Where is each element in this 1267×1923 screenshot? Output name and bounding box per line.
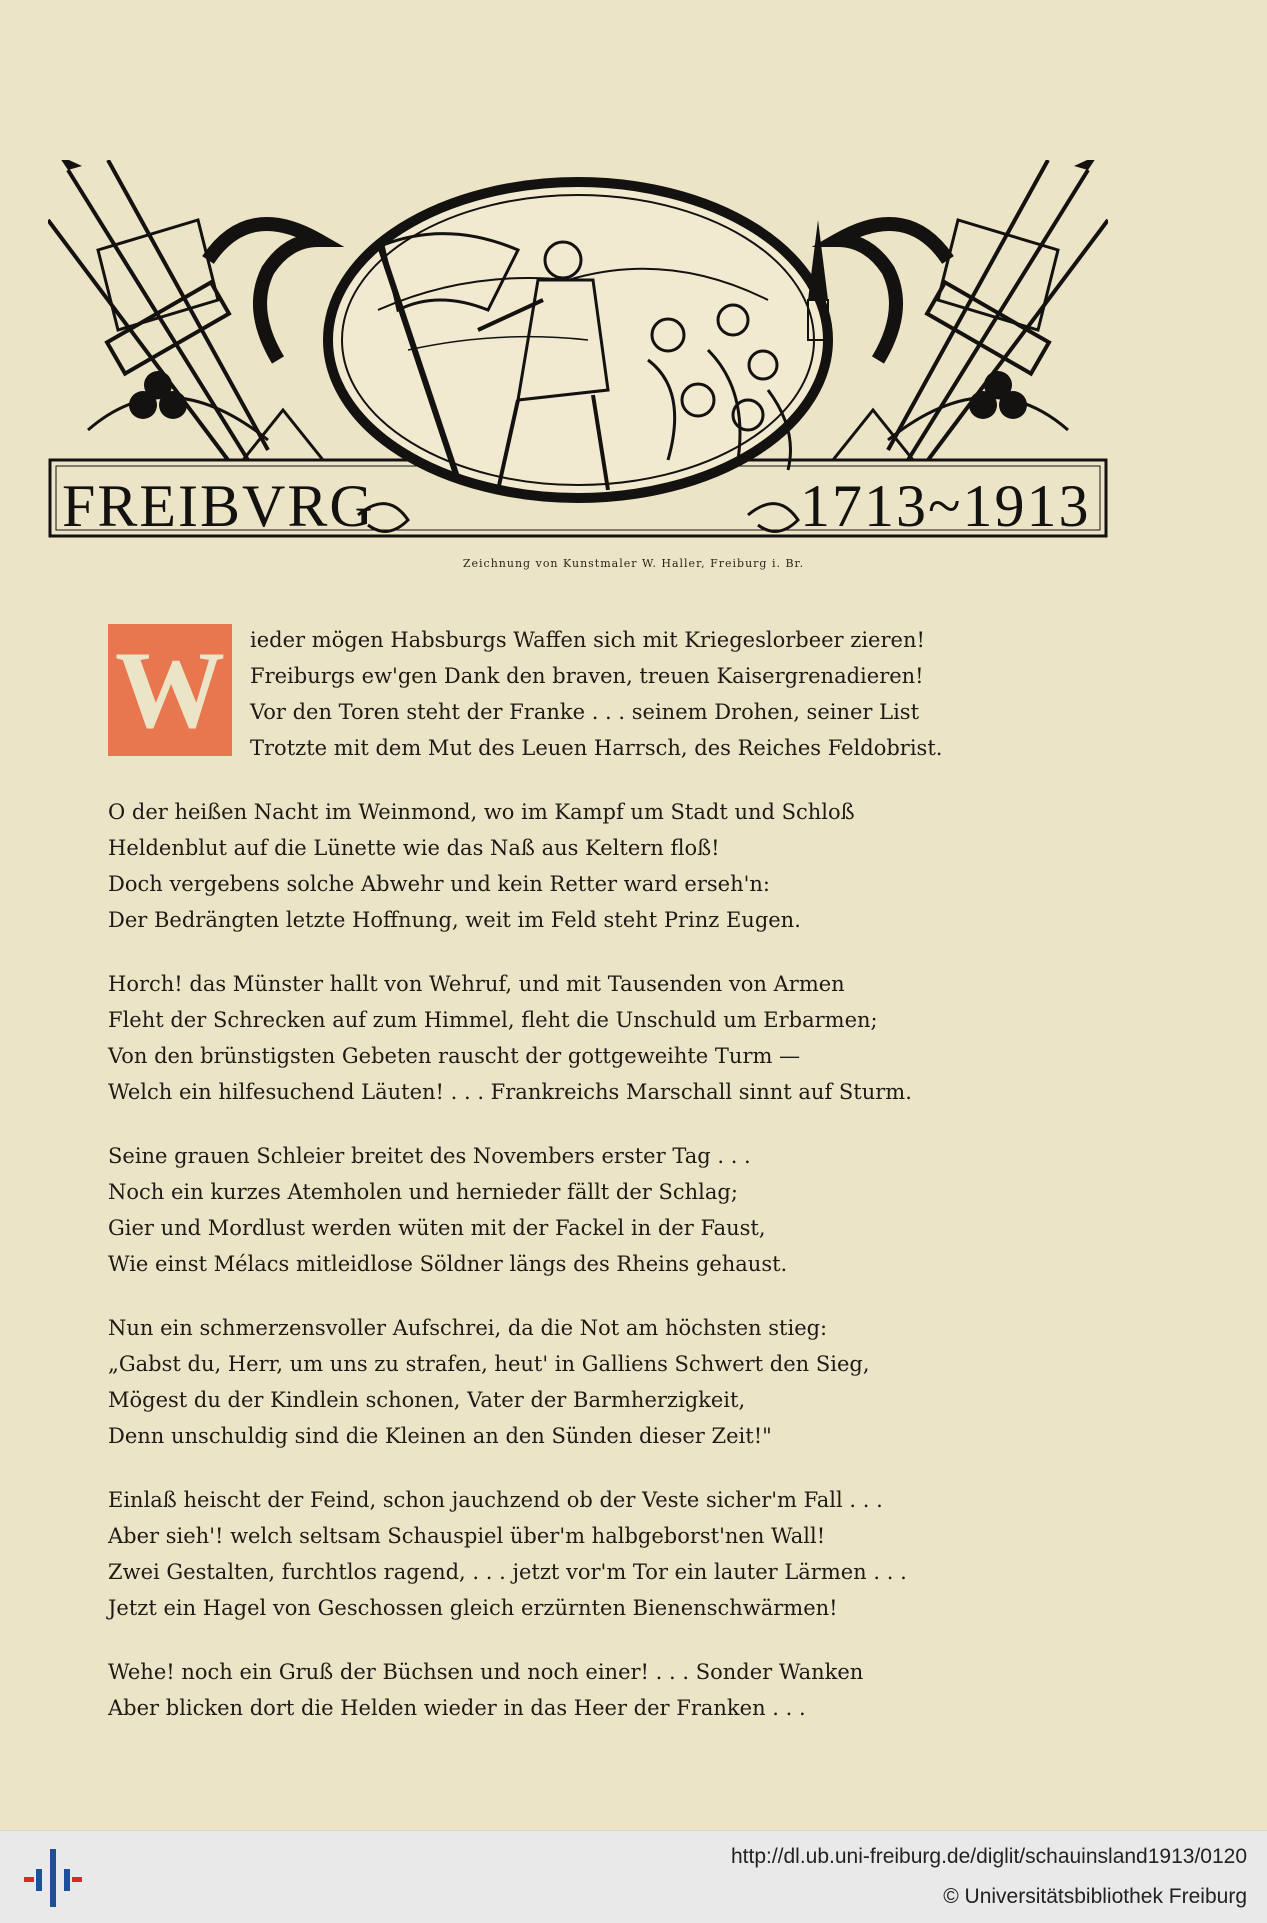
poem-line: „Gabst du, Herr, um uns zu strafen, heut' in Galliens Schwert den Sieg,	[108, 1352, 870, 1376]
poem-line: Denn unschuldig sind die Kleinen an den Sünden dieser Zeit!"	[108, 1424, 772, 1448]
stanza	[108, 794, 1068, 938]
poem-line: Heldenblut auf die Lünette wie das Naß aus Keltern floß!	[108, 836, 720, 860]
permalink-url[interactable]: http://dl.ub.uni-freiburg.de/diglit/schauinsland1913/0120	[730, 1845, 1247, 1868]
poem-line: Zwei Gestalten, furchtlos ragend, . . . jetzt vor'm Tor ein lauter Lärmen . . .	[108, 1560, 907, 1584]
poem-line: Doch vergebens solche Abwehr und kein Retter ward erseh'n:	[108, 872, 770, 896]
poem-line: Aber blicken dort die Helden wieder in das Heer der Franken . . .	[108, 1696, 806, 1720]
poem-line: Der Bedrängten letzte Hoffnung, weit im Feld steht Prinz Eugen.	[108, 908, 801, 932]
copyright-notice: © Universitätsbibliothek Freiburg	[943, 1885, 1247, 1908]
poem-line: Mögest du der Kindlein schonen, Vater der Barmherzigkeit,	[108, 1388, 746, 1412]
stanza	[108, 966, 1068, 1110]
poem-line: Welch ein hilfesuchend Läuten! . . . Frankreichs Marschall sinnt auf Sturm.	[108, 1080, 912, 1104]
stanza	[108, 1482, 1068, 1626]
banner-title: FREIBVRG	[62, 473, 375, 539]
banner-years: 1713~1913	[800, 473, 1091, 539]
stanza	[108, 1654, 1068, 1726]
poem-line: Wehe! noch ein Gruß der Büchsen und noch einer! . . . Sonder Wanken	[108, 1660, 864, 1684]
poem-line: Noch ein kurzes Atemholen und hernieder fällt der Schlag;	[108, 1180, 738, 1204]
stanza	[108, 1310, 1068, 1454]
poem-line: O der heißen Nacht im Weinmond, wo im Kampf um Stadt und Schloß	[108, 800, 855, 824]
poem-line: Wie einst Mélacs mitleidlose Söldner längs des Rheins gehaust.	[108, 1252, 788, 1276]
poem-line: Horch! das Münster hallt von Wehruf, und mit Tausenden von Armen	[108, 972, 845, 996]
poem-line: Gier und Mordlust werden wüten mit der Fackel in der Faust,	[108, 1216, 766, 1240]
stanza	[108, 1138, 1068, 1282]
poem-line: Nun ein schmerzensvoller Aufschrei, da die Not am höchsten stieg:	[108, 1316, 828, 1340]
poem-line: Von den brünstigsten Gebeten rauscht der gottgeweihte Turm —	[108, 1044, 801, 1068]
poem-line: Einlaß heischt der Feind, schon jauchzend ob der Veste sicher'm Fall . . .	[108, 1488, 883, 1512]
poem-line: Freiburgs ew'gen Dank den braven, treuen Kaisergrenadieren!	[250, 664, 924, 688]
stanza	[108, 622, 1068, 766]
poem-line: Jetzt ein Hagel von Geschossen gleich erzürnten Bienenschwärmen!	[108, 1596, 838, 1620]
dropcap-initial: W	[108, 624, 232, 756]
viewer-footer	[0, 1830, 1267, 1923]
poem-line: Trotzte mit dem Mut des Leuen Harrsch, des Reiches Feldobrist.	[250, 736, 943, 760]
poem	[108, 622, 1068, 1754]
poem-line: Vor den Toren steht der Franke . . . seinem Drohen, seiner List	[250, 700, 920, 724]
poem-line: ieder mögen Habsburgs Waffen sich mit Kriegeslorbeer zieren!	[250, 628, 925, 652]
poem-line: Aber sieh'! welch seltsam Schauspiel über'm halbgeborst'nen Wall!	[108, 1524, 826, 1548]
university-library-logo-icon[interactable]	[22, 1847, 82, 1909]
poem-line: Fleht der Schrecken auf zum Himmel, fleht die Unschuld um Erbarmen;	[108, 1008, 878, 1032]
poem-line: Seine grauen Schleier breitet des Novembers erster Tag . . .	[108, 1144, 751, 1168]
illustration-caption: Zeichnung von Kunstmaler W. Haller, Freiburg i. Br.	[462, 557, 805, 570]
